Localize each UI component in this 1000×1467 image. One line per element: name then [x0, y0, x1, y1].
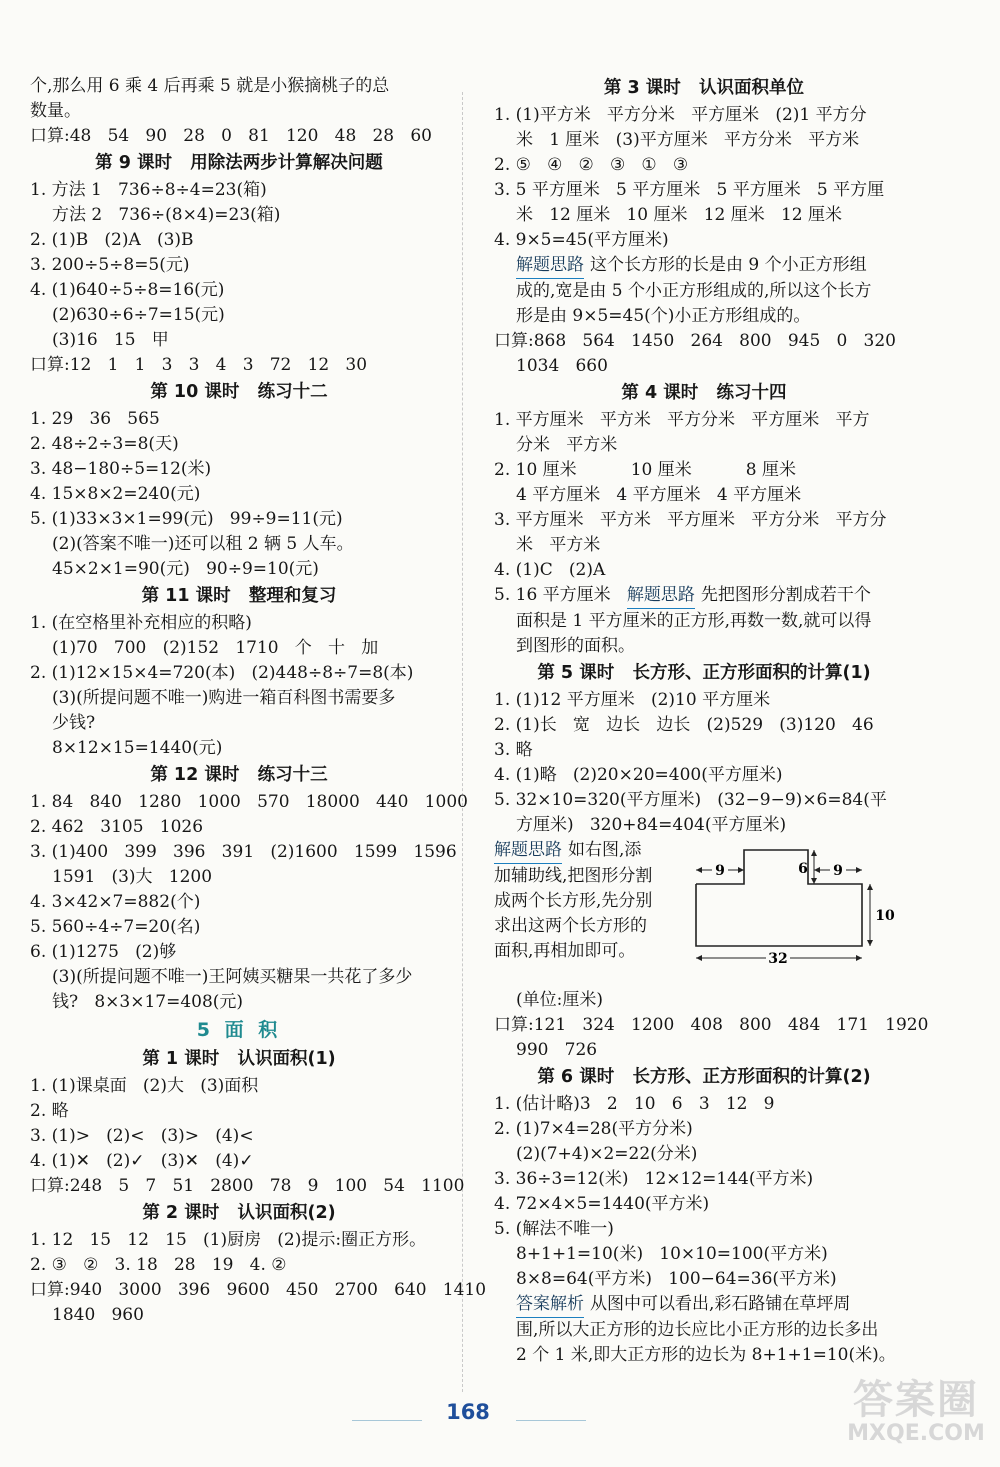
answer-line: 成的,宽是由 5 个小正方形组成的,所以这个长方 — [516, 281, 872, 301]
answer-line: 数量。 — [30, 101, 81, 121]
answer-line: 1034 660 — [516, 356, 608, 376]
answer-line: 1. (估计略)3 2 10 6 3 12 9 — [494, 1094, 775, 1114]
answer-line: 4 平方厘米 4 平方厘米 4 平方厘米 — [516, 485, 802, 505]
watermark-line1: 答案圈 — [853, 1377, 979, 1423]
answer-line: 2. (1)7×4=28(平方分米) — [494, 1119, 693, 1139]
left-column — [30, 74, 487, 1328]
answer-line: 口算:868 564 1450 264 800 945 0 320 — [494, 331, 896, 351]
answer-line: 2. 48÷2÷3=8(天) — [30, 434, 179, 454]
dim-bottom-label: 32 — [768, 951, 788, 967]
answer-text: 这个长方形的长是由 9 个小正方形组 — [590, 255, 867, 275]
figure-text-line: 加辅助线,把图形分割 — [494, 866, 653, 886]
answer-line: 4. 72×4×5=1440(平方米) — [494, 1194, 710, 1214]
figure-text-line — [494, 838, 690, 864]
answer-line: 米 平方米 — [516, 535, 601, 555]
answer-line: 990 726 — [516, 1040, 598, 1060]
answer-line: 3. (1)> (2)< (3)> (4)< — [30, 1126, 254, 1146]
answer-line: 5. (1)33×3×1=99(元) 99÷9=11(元) — [30, 509, 343, 529]
rectangle-figure — [692, 842, 914, 978]
answer-line: 4. (1)略 (2)20×20=400(平方厘米) — [494, 765, 783, 785]
answer-line: 4. 15×8×2=240(元) — [30, 484, 201, 504]
watermark-line2: MXQE.COM — [847, 1421, 985, 1446]
answer-line: 1. 29 36 565 — [30, 409, 160, 429]
answer-line: 少钱? — [52, 713, 96, 733]
answer-line: (3)(所提问题不唯一)王阿姨买糖果一共花了多少 — [52, 967, 413, 987]
lesson-heading: 第 6 课时 长方形、正方形面积的计算(2) — [537, 1067, 871, 1087]
answer-line: 8×12×15=1440(元) — [52, 738, 223, 758]
answer-label: 解题思路 — [627, 583, 695, 609]
lesson-heading: 第 3 课时 认识面积单位 — [603, 78, 805, 98]
dim-side-label: 10 — [875, 908, 895, 924]
answer-line: 4. (1)640÷5÷8=16(元) — [30, 280, 225, 300]
answer-line: 1840 960 — [52, 1305, 144, 1325]
answer-line: 分米 平方米 — [516, 435, 618, 455]
answer-line: 面积是 1 平方厘米的正方形,再数一数,就可以得 — [516, 611, 872, 631]
unit-heading: 5 面 积 — [196, 1019, 282, 1041]
lesson-heading: 第 2 课时 认识面积(2) — [142, 1203, 336, 1223]
answer-line: 2. ⑤ ④ ② ③ ① ③ — [494, 155, 689, 175]
answer-line: 1. (在空格里补充相应的积略) — [30, 613, 252, 633]
answer-line: 1591 (3)大 1200 — [52, 867, 213, 887]
lesson-heading: 第 1 课时 认识面积(1) — [142, 1049, 336, 1069]
answer-line: (3)(所提问题不唯一)购进一箱百科图书需要多 — [52, 688, 396, 708]
answer-line: 8×8=64(平方米) 100−64=36(平方米) — [516, 1269, 837, 1289]
answer-line: 口算:12 1 1 3 3 4 3 72 12 30 — [30, 355, 368, 375]
answer-line: 1. 12 15 12 15 (1)厨房 (2)提示:圈正方形。 — [30, 1230, 427, 1250]
answer-line: 3. 略 — [494, 740, 533, 760]
answer-line: 2. (1)12×15×4=720(本) (2)448÷8÷7=8(本) — [30, 663, 414, 683]
answer-line: 5. 560÷4÷7=20(名) — [30, 917, 201, 937]
answer-line: 3. 200÷5÷8=5(元) — [30, 255, 190, 275]
page-number: 168 — [446, 1400, 490, 1424]
lesson-heading: 第 10 课时 练习十二 — [150, 382, 328, 402]
answer-line: 5. 32×10=320(平方厘米) (32−9−9)×6=84(平 — [494, 790, 887, 810]
lesson-heading: 第 12 课时 练习十三 — [150, 765, 328, 785]
lesson-heading: 第 5 课时 长方形、正方形面积的计算(1) — [537, 663, 871, 683]
watermark — [846, 1378, 986, 1446]
figure-explanation — [494, 838, 690, 964]
answer-line: 1. (1)课桌面 (2)大 (3)面积 — [30, 1076, 259, 1096]
figure-text-line: 成两个长方形,先分别 — [494, 891, 653, 911]
right-block-a — [494, 74, 914, 838]
answer-line: 3. 48−180÷5=12(米) — [30, 459, 212, 479]
answer-line: 2. ③ ② 3. 18 28 19 4. ② — [30, 1255, 287, 1275]
page-number-deco-right — [516, 1420, 586, 1421]
figure-text-line: 面积,再相加即可。 — [494, 941, 636, 961]
answer-line: 形是由 9×5=45(个)小正方形组成的。 — [516, 306, 811, 326]
answer-text: 如右图,添 — [568, 840, 642, 860]
right-block-b — [494, 988, 929, 1368]
answer-line: 3. 5 平方厘米 5 平方厘米 5 平方厘米 5 平方厘 — [494, 180, 885, 200]
answer-text: 先把图形分割成若干个 — [700, 585, 871, 605]
answer-line: 米 12 厘米 10 厘米 12 厘米 12 厘米 — [516, 205, 842, 225]
answer-line: 口算:248 5 7 51 2800 78 9 100 54 1100 — [30, 1176, 465, 1196]
answer-line: 2 个 1 米,即大正方形的边长为 8+1+1=10(米)。 — [516, 1345, 896, 1365]
answer-line: 1. 方法 1 736÷8÷4=23(箱) — [30, 180, 267, 200]
answer-line: 6. (1)1275 (2)够 — [30, 942, 177, 962]
answer-label: 答案解析 — [516, 1292, 584, 1318]
answer-line: 4. (1)✕ (2)✓ (3)✕ (4)✓ — [30, 1151, 254, 1171]
answer-line: 4. 3×42×7=882(个) — [30, 892, 201, 912]
answer-line: 围,所以大正方形的边长应比小正方形的边长多出 — [516, 1320, 879, 1340]
answer-line: 1. (1)12 平方厘米 (2)10 平方厘米 — [494, 690, 771, 710]
answer-line: 方法 2 736÷(8×4)=23(箱) — [52, 205, 281, 225]
answer-label: 解题思路 — [516, 253, 584, 279]
answer-line: (单位:厘米) — [516, 990, 603, 1010]
answer-line: 个,那么用 6 乘 4 后再乘 5 就是小猴摘桃子的总 — [30, 76, 390, 96]
answer-line: (3)16 15 甲 — [52, 330, 169, 350]
dim-left-label: 9 — [715, 863, 725, 879]
answer-line — [494, 253, 914, 279]
answer-line: 3. (1)400 399 396 391 (2)1600 1599 1596 — [30, 842, 457, 862]
answer-line: 1. 84 840 1280 1000 570 18000 440 1000 — [30, 792, 468, 812]
answer-line: (2)630÷6÷7=15(元) — [52, 305, 225, 325]
answer-line: 3. 平方厘米 平方米 平方厘米 平方分米 平方分 — [494, 510, 887, 530]
right-column — [494, 74, 929, 1368]
answer-line: 方厘米) 320+84=404(平方厘米) — [516, 815, 787, 835]
answer-line: 米 1 厘米 (3)平方厘米 平方分米 平方米 — [516, 130, 860, 150]
answer-line: 口算:48 54 90 28 0 81 120 48 28 60 — [30, 126, 432, 146]
answer-prefix: 5. 16 平方厘米 — [494, 585, 627, 605]
answer-line: 2. 略 — [30, 1101, 69, 1121]
answer-line: 到图形的面积。 — [516, 636, 635, 656]
figure-block — [494, 838, 914, 988]
lesson-heading: 第 4 课时 练习十四 — [621, 383, 787, 403]
answer-line: 2. 10 厘米 10 厘米 8 厘米 — [494, 460, 796, 480]
answer-line: 1. 平方厘米 平方米 平方分米 平方厘米 平方 — [494, 410, 870, 430]
page-number-deco-left — [352, 1420, 422, 1421]
answer-line: 2. (1)B (2)A (3)B — [30, 230, 194, 250]
answer-line: 3. 36÷3=12(米) 12×12=144(平方米) — [494, 1169, 814, 1189]
answer-line: 钱? 8×3×17=408(元) — [52, 992, 244, 1012]
answer-text: 从图中可以看出,彩石路铺在草坪周 — [590, 1294, 851, 1314]
answer-line: (2)(7+4)×2=22(分米) — [516, 1144, 698, 1164]
answer-line — [494, 1292, 914, 1318]
answer-line: 5. (解法不唯一) — [494, 1219, 614, 1239]
dim-top-label: 6 — [798, 861, 808, 877]
answer-line: 4. 9×5=45(平方厘米) — [494, 230, 669, 250]
dim-right-label: 9 — [833, 863, 843, 879]
answer-line: 口算:121 324 1200 408 800 484 171 1920 — [494, 1015, 929, 1035]
answer-line: (1)70 700 (2)152 1710 个 十 加 — [52, 638, 379, 658]
lesson-heading: 第 11 课时 整理和复习 — [141, 586, 337, 606]
answer-line: 45×2×1=90(元) 90÷9=10(元) — [52, 559, 319, 579]
answer-line: 4. (1)C (2)A — [494, 560, 606, 580]
answer-line: 1. (1)平方米 平方分米 平方厘米 (2)1 平方分 — [494, 105, 867, 125]
answer-label: 解题思路 — [494, 838, 562, 864]
answer-line: (2)(答案不唯一)还可以租 2 辆 5 人车。 — [52, 534, 354, 554]
answer-line: 8+1+1=10(米) 10×10=100(平方米) — [516, 1244, 828, 1264]
answer-line: 2. (1)长 宽 边长 边长 (2)529 (3)120 46 — [494, 715, 874, 735]
figure-text-line: 求出这两个长方形的 — [494, 916, 647, 936]
answer-line — [494, 583, 914, 609]
answer-line: 口算:940 3000 396 9600 450 2700 640 1410 — [30, 1280, 487, 1300]
column-divider — [462, 92, 463, 1392]
answer-line: 2. 462 3105 1026 — [30, 817, 204, 837]
lesson-heading: 第 9 课时 用除法两步计算解决问题 — [95, 153, 383, 173]
